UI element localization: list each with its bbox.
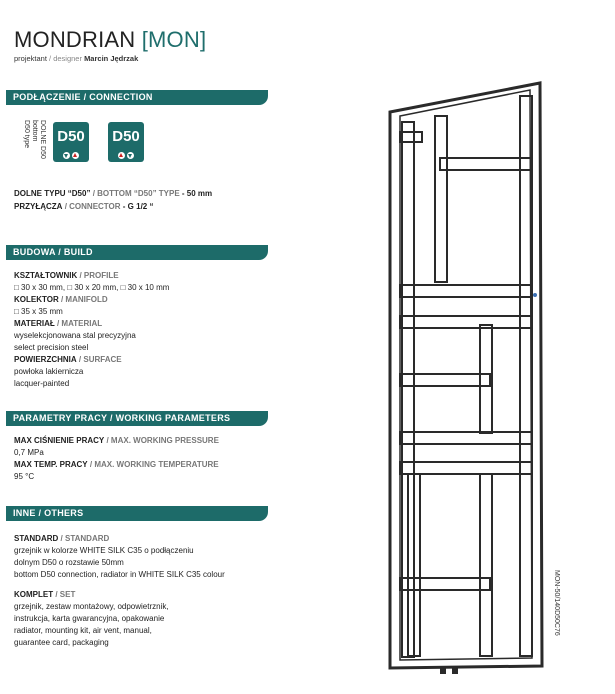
standard-line-1: grzejnik w kolorze WHITE SILK C35 o podłączeniu — [14, 546, 194, 555]
d50-badge-1 — [53, 122, 89, 162]
set-line-3: radiator, mounting kit, air vent, manual, — [14, 626, 152, 635]
standard-label-en: / STANDARD — [60, 534, 110, 543]
d50-badge-2-label: D50 — [112, 128, 140, 145]
material-value-en: select precision steel — [14, 343, 89, 352]
manifold-label-en: / MANIFOLD — [60, 295, 108, 304]
profile-label-pl: KSZTAŁTOWNIK — [14, 271, 78, 280]
material-label-en: / MATERIAL — [56, 319, 103, 328]
profile-value: □ 30 x 30 mm, □ 30 x 20 mm, □ 30 x 10 mm — [14, 283, 170, 292]
inlet-icon — [72, 152, 79, 159]
connection-type-value: - 50 mm — [181, 189, 213, 198]
pressure-label-en: / MAX. WORKING PRESSURE — [106, 436, 219, 445]
product-name: MONDRIAN — [14, 27, 136, 52]
pressure-value: 0,7 MPa — [14, 448, 44, 457]
surface-label-en: / SURFACE — [78, 355, 122, 364]
connector-label-en: / CONNECTOR — [64, 202, 121, 211]
surface-label-pl: POWIERZCHNIA — [14, 355, 77, 364]
surface-value-en: lacquer-painted — [14, 379, 70, 388]
outlet-icon — [63, 152, 70, 159]
vertical-label-line2: bottom — [31, 120, 38, 142]
material-label-row — [14, 318, 102, 329]
designer-label-pl: projektant — [14, 54, 47, 63]
vertical-label-line1: DOLNE D50 — [39, 120, 46, 159]
connector-label-pl: PRZYŁĄCZA — [14, 202, 63, 211]
product-title — [14, 27, 206, 53]
product-code-vertical: MON-50/140D50C76 — [553, 570, 560, 636]
set-label-row — [14, 589, 75, 600]
standard-line-2: dolnym D50 o rozstawie 50mm — [14, 558, 124, 567]
connection-type-label-en: / BOTTOM “D50” TYPE — [92, 189, 180, 198]
material-label-pl: MATERIAŁ — [14, 319, 55, 328]
set-label-pl: KOMPLET — [14, 590, 54, 599]
temp-label-row — [14, 459, 219, 470]
set-label-en: / SET — [55, 590, 76, 599]
set-line-2: instrukcja, karta gwarancyjna, opakowanie — [14, 614, 165, 623]
standard-label-pl: STANDARD — [14, 534, 59, 543]
manifold-label-pl: KOLEKTOR — [14, 295, 59, 304]
set-line-1: grzejnik, zestaw montażowy, odpowietrznik, — [14, 602, 169, 611]
inlet-icon — [118, 152, 125, 159]
radiator-illustration — [380, 80, 580, 680]
set-line-4: guarantee card, packaging — [14, 638, 109, 647]
connector-row — [14, 201, 153, 212]
profile-label-row — [14, 270, 119, 281]
standard-line-3: bottom D50 connection, radiator in WHITE SILK C35 colour — [14, 570, 225, 579]
manifold-label-row — [14, 294, 108, 305]
material-value-pl: wyselekcjonowana stal precyzyjna — [14, 331, 136, 340]
section-working-header: PARAMETRY PRACY / WORKING PARAMETERS — [6, 411, 268, 426]
manifold-value: □ 35 x 35 mm — [14, 307, 63, 316]
temp-value: 95 °C — [14, 472, 35, 481]
product-code-short: [MON] — [141, 27, 207, 52]
valve-icon — [452, 666, 458, 674]
section-others-header: INNE / OTHERS — [6, 506, 268, 521]
surface-value-pl: powłoka lakiernicza — [14, 367, 84, 376]
profile-label-en: / PROFILE — [79, 271, 119, 280]
surface-label-row — [14, 354, 122, 365]
connection-vertical-label — [14, 120, 44, 160]
d50-badge-1-label: D50 — [57, 128, 85, 145]
temp-label-en: / MAX. WORKING TEMPERATURE — [89, 460, 219, 469]
connector-value: - G 1/2 “ — [122, 202, 154, 211]
vertical-label-line3: D50 type — [23, 120, 30, 149]
section-connection-header: PODŁĄCZENIE / CONNECTION — [6, 90, 268, 105]
connection-type-label-pl: DOLNE TYPU “D50” — [14, 189, 91, 198]
pressure-label-pl: MAX CIŚNIENIE PRACY — [14, 436, 105, 445]
connection-type-row — [14, 188, 212, 199]
temp-label-pl: MAX TEMP. PRACY — [14, 460, 88, 469]
pressure-label-row — [14, 435, 219, 446]
air-vent-icon — [533, 293, 537, 297]
standard-label-row — [14, 533, 109, 544]
section-build-header: BUDOWA / BUILD — [6, 245, 268, 260]
designer-name: Marcin Jędrzak — [84, 54, 139, 63]
outlet-icon — [127, 152, 134, 159]
d50-badge-2 — [108, 122, 144, 162]
valve-icon — [440, 666, 446, 674]
designer-line — [14, 54, 138, 63]
designer-label-en: / designer — [49, 54, 82, 63]
